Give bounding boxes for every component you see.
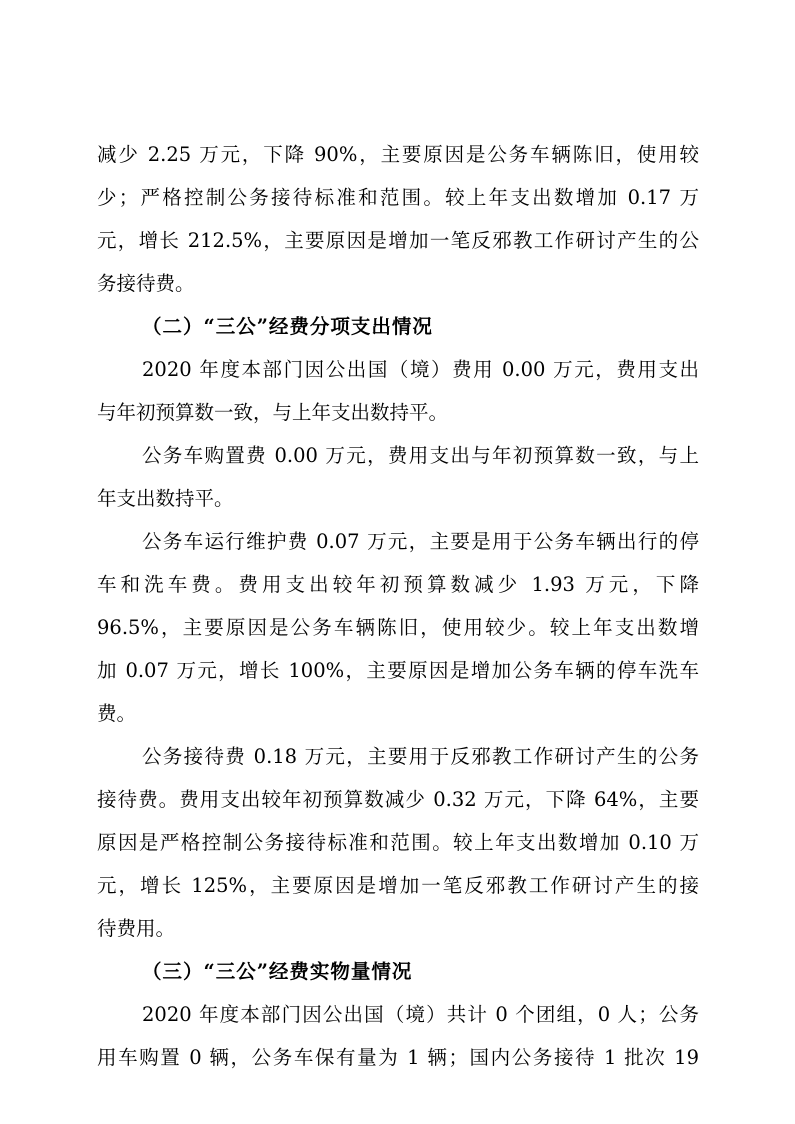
paragraph-line: 元，增长 212.5%，主要原因是增加一笔反邪教工作研讨产生的公: [97, 229, 699, 252]
paragraph-line: 公务车运行维护费 0.07 万元，主要是用于公务车辆出行的停: [142, 530, 699, 553]
paragraph-line: 原因是严格控制公务接待标准和范围。较上年支出数增加 0.10 万: [97, 831, 699, 854]
paragraph-line: 务接待费。: [97, 272, 195, 295]
paragraph-line: 少；严格控制公务接待标准和范围。较上年支出数增加 0.17 万: [97, 186, 699, 209]
paragraph-line: 公务接待费 0.18 万元，主要用于反邪教工作研讨产生的公务: [142, 745, 699, 768]
paragraph-line: 2020 年度本部门因公出国（境）费用 0.00 万元，费用支出: [142, 358, 699, 381]
paragraph-line: 公务车购置费 0.00 万元，费用支出与年初预算数一致，与上: [142, 444, 699, 467]
paragraph-line: 加 0.07 万元，增长 100%，主要原因是增加公务车辆的停车洗车: [97, 659, 699, 682]
section-heading: （二）“三公”经费分项支出情况: [142, 315, 433, 338]
section-heading: （三）“三公”经费实物量情况: [142, 960, 413, 983]
paragraph-line: 车和洗车费。费用支出较年初预算数减少 1.93 万元，下降: [97, 573, 699, 596]
paragraph-line: 96.5%，主要原因是公务车辆陈旧，使用较少。较上年支出数增: [97, 616, 699, 639]
paragraph-line: 年支出数持平。: [97, 487, 234, 510]
paragraph-line: 与年初预算数一致，与上年支出数持平。: [97, 401, 449, 424]
paragraph-line: 用车购置 0 辆，公务车保有量为 1 辆；国内公务接待 1 批次 19: [97, 1046, 699, 1069]
paragraph-line: 减少 2.25 万元，下降 90%，主要原因是公务车辆陈旧，使用较: [97, 143, 699, 166]
paragraph-line: 待费用。: [97, 917, 176, 940]
paragraph-line: 2020 年度本部门因公出国（境）共计 0 个团组，0 人；公务: [142, 1003, 699, 1026]
paragraph-line: 费。: [97, 702, 137, 725]
paragraph-line: 接待费。费用支出较年初预算数减少 0.32 万元，下降 64%，主要: [97, 788, 699, 811]
paragraph-line: 元，增长 125%，主要原因是增加一笔反邪教工作研讨产生的接: [97, 874, 699, 897]
